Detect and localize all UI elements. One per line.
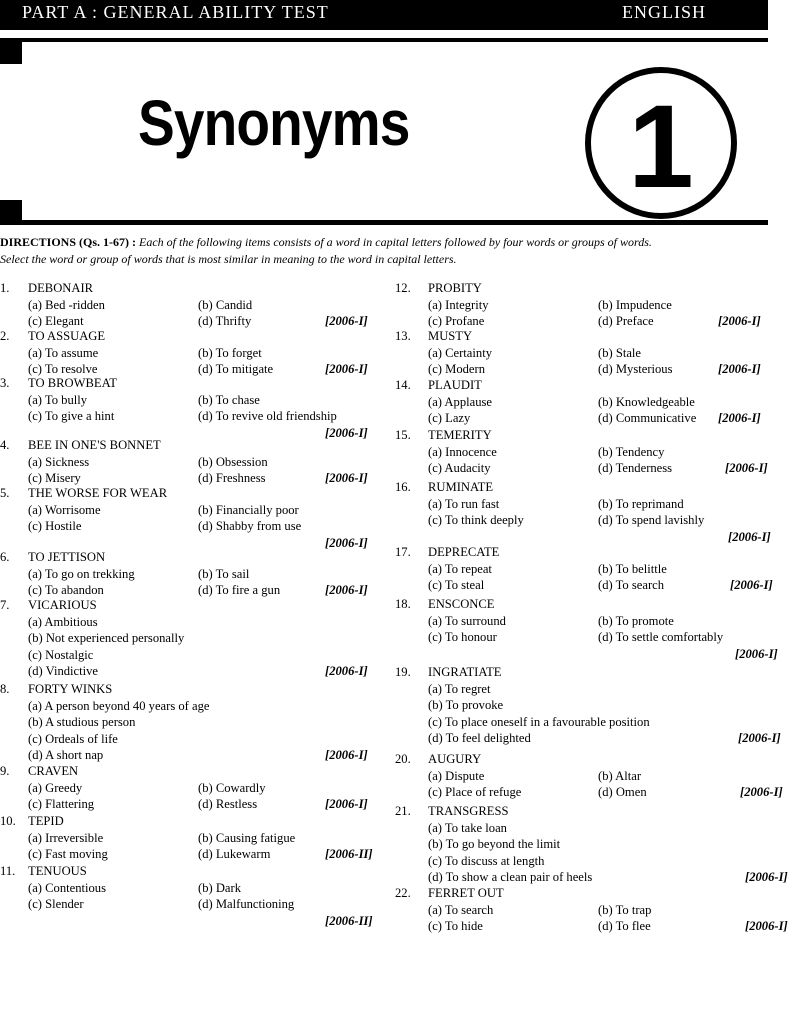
option: (b) Tendency	[598, 444, 665, 459]
option: (a) Worrisome	[28, 502, 101, 517]
option: (a) Contentious	[28, 880, 106, 895]
option: (b) Knowledgeable	[598, 394, 695, 409]
question-number: 5.	[0, 486, 10, 500]
option: (d) Preface	[598, 314, 654, 329]
option: (c) Elegant	[28, 314, 84, 329]
option: (b) To chase	[198, 392, 260, 407]
year-tag: [2006-I]	[325, 362, 368, 377]
question-word: VICARIOUS	[28, 598, 97, 612]
option: (c) To give a hint	[28, 409, 115, 424]
option: (d) To fire a gun	[198, 583, 281, 598]
directions-text-1: Each of the following items consists of a word in capital letters followed by four words or groups of words.	[139, 235, 652, 249]
question-number: 16.	[395, 480, 411, 494]
option: (a) Irreversible	[28, 830, 104, 845]
option: (d) To spend lavishly	[598, 513, 705, 528]
option: (a) A person beyond 40 years of age	[28, 698, 210, 713]
year-tag: [2006-I]	[325, 583, 368, 598]
page-header	[0, 0, 768, 30]
question-number: 3.	[0, 376, 10, 390]
bottom-rule	[0, 220, 768, 225]
year-tag: [2006-I]	[735, 646, 778, 661]
question-number: 7.	[0, 598, 10, 612]
subject-label: ENGLISH	[622, 2, 706, 22]
option: (b) A studious person	[28, 715, 136, 730]
option: (d) Lukewarm	[198, 847, 271, 862]
option: (a) To search	[428, 902, 494, 917]
option: (d) To mitigate	[198, 362, 274, 377]
question-number: 22.	[395, 886, 411, 900]
option: (c) To abandon	[28, 583, 104, 598]
option: (b) To belittle	[598, 561, 667, 576]
year-tag: [2006-I]	[745, 870, 788, 885]
question-number: 18.	[395, 597, 411, 611]
question-number: 10.	[0, 814, 16, 828]
year-tag: [2006-I]	[325, 664, 368, 679]
option: (b) To go beyond the limit	[428, 837, 561, 852]
option: (c) Flattering	[28, 797, 95, 812]
question-number: 1.	[0, 281, 10, 295]
option: (a) To repeat	[428, 561, 492, 576]
question-number: 21.	[395, 804, 411, 818]
option: (b) Candid	[198, 297, 253, 312]
question-number: 13.	[395, 329, 411, 343]
year-tag: [2006-I]	[728, 529, 771, 544]
question-word: INGRATIATE	[428, 665, 502, 679]
option: (c) To resolve	[28, 362, 98, 377]
question-word: PROBITY	[428, 281, 482, 295]
option: (a) To regret	[428, 681, 491, 696]
option: (a) Integrity	[428, 297, 489, 312]
chapter-number: 1	[628, 81, 694, 213]
option: (d) To feel delighted	[428, 731, 531, 746]
option: (a) To bully	[28, 392, 88, 407]
question-word: DEPRECATE	[428, 545, 500, 559]
option: (b) To promote	[598, 613, 674, 628]
option: (a) To take loan	[428, 820, 507, 835]
question-word: FORTY WINKS	[28, 682, 113, 696]
year-tag: [2006-I]	[325, 425, 368, 440]
option: (c) To place oneself in a favourable position	[428, 714, 650, 729]
option: (a) Certainty	[428, 345, 492, 360]
question-word: AUGURY	[428, 752, 482, 766]
option: (d) To revive old friendship	[198, 409, 337, 424]
option: (d) To search	[598, 578, 665, 593]
question-word: CRAVEN	[28, 764, 79, 778]
option: (b) Stale	[598, 345, 642, 360]
question-number: 14.	[395, 378, 411, 392]
year-tag: [2006-I]	[325, 471, 368, 486]
question-number: 11.	[0, 864, 16, 878]
question-number: 8.	[0, 682, 10, 696]
question-word: PLAUDIT	[428, 378, 482, 392]
option: (b) To sail	[198, 566, 250, 581]
margin-block-bottom	[0, 200, 22, 220]
option: (a) Sickness	[28, 454, 90, 469]
option: (a) To assume	[28, 345, 99, 360]
year-tag: [2006-I]	[325, 748, 368, 763]
option: (a) Ambitious	[28, 614, 98, 629]
directions-line-1	[0, 235, 768, 250]
question-word: RUMINATE	[428, 480, 494, 494]
option: (d) Omen	[598, 785, 647, 800]
option: (c) Fast moving	[28, 847, 108, 862]
option: (a) Bed -ridden	[28, 297, 105, 312]
option: (c) To think deeply	[428, 513, 524, 528]
year-tag: [2006-I]	[325, 314, 368, 329]
option: (b) Causing fatigue	[198, 830, 296, 845]
question-number: 2.	[0, 329, 10, 343]
question-word: FERRET OUT	[428, 886, 504, 900]
question-number: 20.	[395, 752, 411, 766]
option: (c) Misery	[28, 471, 81, 486]
year-tag: [2006-II]	[325, 913, 373, 928]
question-word: MUSTY	[428, 329, 473, 343]
option: (a) Dispute	[428, 768, 485, 783]
year-tag: [2006-I]	[725, 461, 768, 476]
option: (c) To steal	[428, 578, 485, 593]
directions-label: DIRECTIONS (Qs. 1-67) :	[0, 235, 137, 249]
question-word: TRANSGRESS	[428, 804, 509, 818]
question-number: 19.	[395, 665, 411, 679]
option: (c) Slender	[28, 897, 84, 912]
directions-line-2	[0, 252, 768, 267]
top-rule	[0, 38, 768, 42]
option: (d) Restless	[198, 797, 258, 812]
year-tag: [2006-I]	[745, 919, 788, 934]
option: (b) Impudence	[598, 297, 672, 312]
question-number: 17.	[395, 545, 411, 559]
year-tag: [2006-I]	[740, 785, 783, 800]
question-word: ENSCONCE	[428, 597, 495, 611]
question-number: 4.	[0, 438, 10, 452]
chapter-number-badge	[585, 67, 737, 219]
year-tag: [2006-I]	[325, 535, 368, 550]
year-tag: [2006-I]	[738, 731, 781, 746]
margin-block-top	[0, 42, 22, 64]
option: (c) Nostalgic	[28, 647, 94, 662]
question-number: 15.	[395, 428, 411, 442]
question-word: TENUOUS	[28, 864, 87, 878]
option: (b) Obsession	[198, 454, 268, 469]
option: (c) Place of refuge	[428, 785, 522, 800]
option: (b) To trap	[598, 902, 652, 917]
year-tag: [2006-I]	[718, 362, 761, 377]
option: (a) Innocence	[428, 444, 497, 459]
part-title: PART A : GENERAL ABILITY TEST	[22, 2, 329, 22]
option: (d) Malfunctioning	[198, 897, 295, 912]
option: (c) Hostile	[28, 519, 82, 534]
option: (a) To run fast	[428, 496, 500, 511]
option: (c) To hide	[428, 919, 483, 934]
question-word: BEE IN ONE'S BONNET	[28, 438, 161, 452]
option: (c) Audacity	[428, 461, 491, 476]
option: (d) To settle comfortably	[598, 630, 724, 645]
option: (c) Lazy	[428, 411, 471, 426]
question-word: TEMERITY	[428, 428, 492, 442]
option: (a) To surround	[428, 613, 506, 628]
option: (c) To discuss at length	[428, 853, 545, 868]
option: (b) Altar	[598, 768, 642, 783]
question-number: 6.	[0, 550, 10, 564]
year-tag: [2006-II]	[325, 847, 373, 862]
option: (d) To show a clean pair of heels	[428, 870, 593, 885]
option: (d) Mysterious	[598, 362, 673, 377]
option: (b) Cowardly	[198, 780, 266, 795]
chapter-title: Synonyms	[138, 87, 410, 159]
option: (d) A short nap	[28, 748, 104, 763]
option: (b) Dark	[198, 880, 242, 895]
question-word: THE WORSE FOR WEAR	[28, 486, 168, 500]
option: (c) Profane	[428, 314, 485, 329]
year-tag: [2006-I]	[325, 797, 368, 812]
option: (c) Modern	[428, 362, 485, 377]
question-word: TO JETTISON	[28, 550, 106, 564]
question-number: 9.	[0, 764, 10, 778]
option: (b) Not experienced personally	[28, 631, 185, 646]
question-word: TO ASSUAGE	[28, 329, 106, 343]
option: (b) To forget	[198, 345, 262, 360]
option: (d) Communicative	[598, 411, 697, 426]
question-word: TO BROWBEAT	[28, 376, 117, 390]
option: (b) To reprimand	[598, 496, 684, 511]
year-tag: [2006-I]	[718, 314, 761, 329]
option: (d) Freshness	[198, 471, 266, 486]
option: (d) To flee	[598, 919, 651, 934]
option: (d) Tenderness	[598, 461, 673, 476]
option: (a) To go on trekking	[28, 566, 135, 581]
question-word: DEBONAIR	[28, 281, 94, 295]
option: (b) Financially poor	[198, 502, 299, 517]
option: (c) To honour	[428, 630, 497, 645]
year-tag: [2006-I]	[718, 411, 761, 426]
option: (c) Ordeals of life	[28, 731, 118, 746]
option: (d) Shabby from use	[198, 519, 302, 534]
option: (a) Applause	[428, 394, 492, 409]
question-word: TEPID	[28, 814, 64, 828]
option: (a) Greedy	[28, 780, 83, 795]
option: (d) Vindictive	[28, 664, 99, 679]
question-number: 12.	[395, 281, 411, 295]
directions-text-2: Select the word or group of words that is most similar in meaning to the word in capital letters.	[0, 252, 457, 266]
option: (b) To provoke	[428, 698, 504, 713]
option: (d) Thrifty	[198, 314, 252, 329]
year-tag: [2006-I]	[730, 578, 773, 593]
